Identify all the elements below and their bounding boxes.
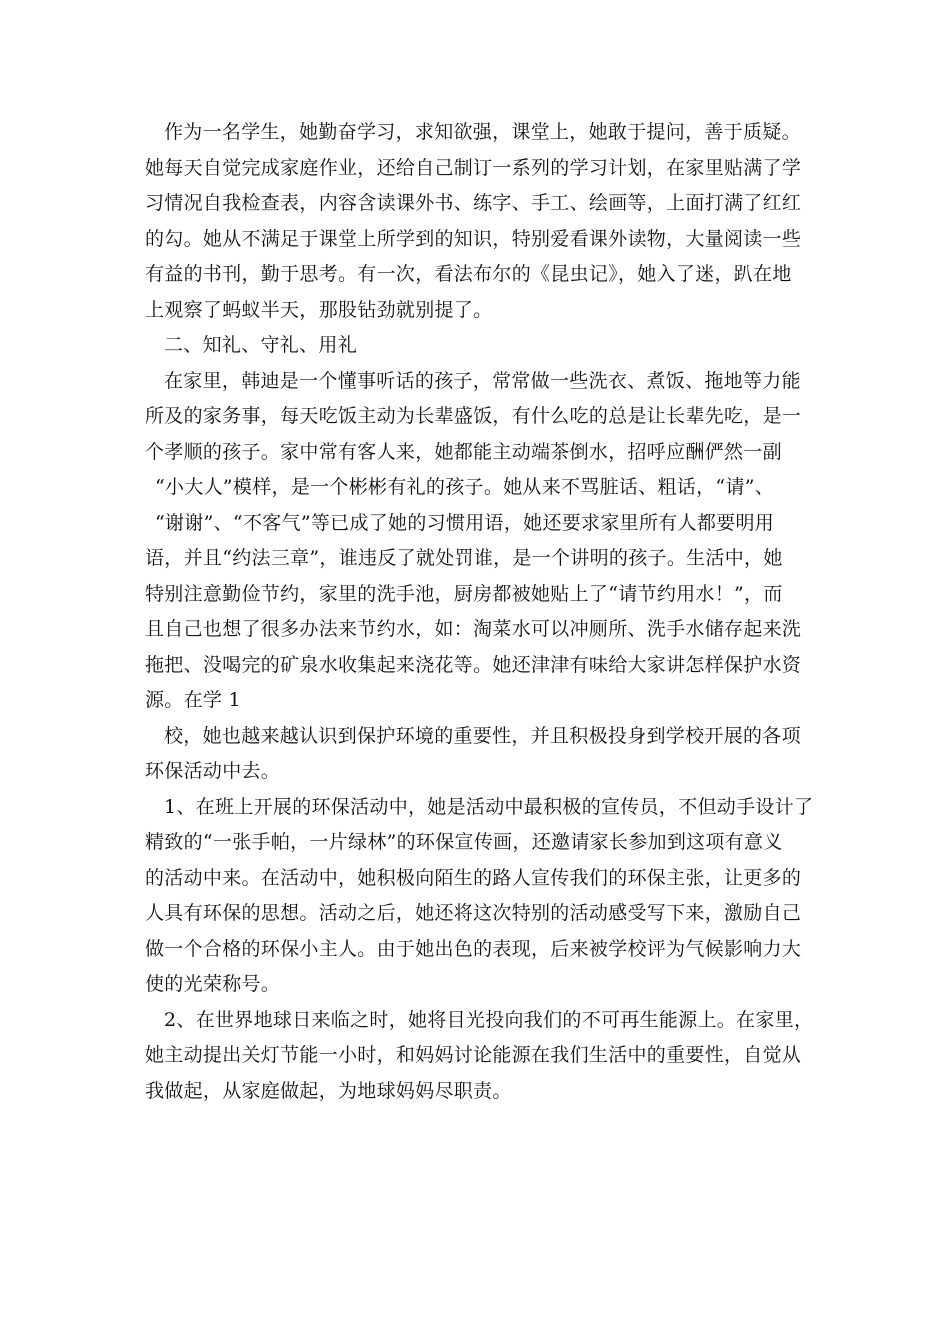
paragraph-line: 1、在班上开展的环保活动中，她是活动中最积极的宣传员，不但动手设计了	[164, 795, 814, 818]
paragraph-line: 2、在世界地球日来临之时，她将目光投向我们的不可再生能源上。在家里，	[164, 1008, 814, 1031]
paragraph-line: “小大人”模样，是一个彬彬有礼的孩子。她从来不骂脏话、粗话，“请”、	[155, 476, 775, 498]
paragraph-line: 个孝顺的孩子。家中常有客人来，她都能主动端茶倒水，招呼应酬俨然一副	[145, 440, 782, 463]
paragraph-line: 她主动提出关灯节能一小时，和妈妈讨论能源在我们生活中的重要性，自觉从	[145, 1044, 802, 1066]
paragraph-line: 环保活动中去。	[145, 760, 281, 782]
paragraph-line: 使的光荣称号。	[145, 973, 281, 995]
section-heading: 二、知礼、守礼、用礼	[164, 334, 358, 356]
paragraph-line: 习情况自我检查表，内容含读课外书、练字、手工、绘画等，上面打满了红红	[145, 192, 802, 214]
paragraph-line: 所及的家务事，每天吃饭主动为长辈盛饭，有什么吃的总是让长辈先吃，是一	[145, 405, 802, 427]
paragraph-line: 且自己也想了很多办法来节约水，如：淘菜水可以冲厕所、洗手水储存起来洗	[145, 618, 802, 640]
paragraph-line: 作为一名学生，她勤奋学习，求知欲强，课堂上，她敢于提问，善于质疑。	[164, 121, 801, 143]
paragraph-line: 精致的“一张手帕，一片绿林”的环保宣传画，还邀请家长参加到这项有意义	[145, 831, 783, 853]
paragraph-line: 在家里，韩迪是一个懂事听话的孩子，常常做一些洗衣、煮饭、拖地等力能	[164, 369, 801, 392]
paragraph-line: 她每天自觉完成家庭作业，还给自己制订一系列的学习计划，在家里贴满了学	[145, 156, 802, 179]
paragraph-line: 源。在学 1	[145, 689, 241, 711]
paragraph-line: 语，并且“约法三章”，谁违反了就处罚谁，是一个讲明的孩子。生活中，她	[145, 547, 783, 569]
paragraph-line: 校，她也越来越认识到保护环境的重要性，并且积极投身到学校开展的各项	[164, 724, 801, 747]
paragraph-line: 做一个合格的环保小主人。由于她出色的表现，后来被学校评为气候影响力大	[145, 937, 802, 960]
paragraph-line: 拖把、没喝完的矿泉水收集起来浇花等。她还津津有味给大家讲怎样保护水资	[145, 653, 802, 676]
paragraph-line: 有益的书刊，勤于思考。有一次，看法布尔的《昆虫记》，她入了迷，趴在地	[145, 263, 792, 285]
paragraph-line: “谢谢”、“不客气”等已成了她的习惯用语，她还要求家里所有人都要明用	[155, 511, 775, 534]
paragraph-line: 上观察了蚂蚁半天，那股钻劲就别提了。	[145, 298, 493, 321]
paragraph-line: 的勾。她从不满足于课堂上所学到的知识，特别爱看课外读物，大量阅读一些	[145, 227, 802, 250]
paragraph-line: 人具有环保的思想。活动之后，她还将这次特别的活动感受写下来，激励自己	[145, 902, 802, 924]
paragraph-line: 我做起，从家庭做起，为地球妈妈尽职责。	[145, 1079, 512, 1102]
paragraph-line: 的活动中来。在活动中，她积极向陌生的路人宣传我们的环保主张，让更多的	[145, 866, 802, 889]
document-body	[145, 115, 814, 1109]
paragraph-line: 特别注意勤俭节约，家里的洗手池，厨房都被她贴上了“请节约用水！”，而	[145, 582, 783, 605]
